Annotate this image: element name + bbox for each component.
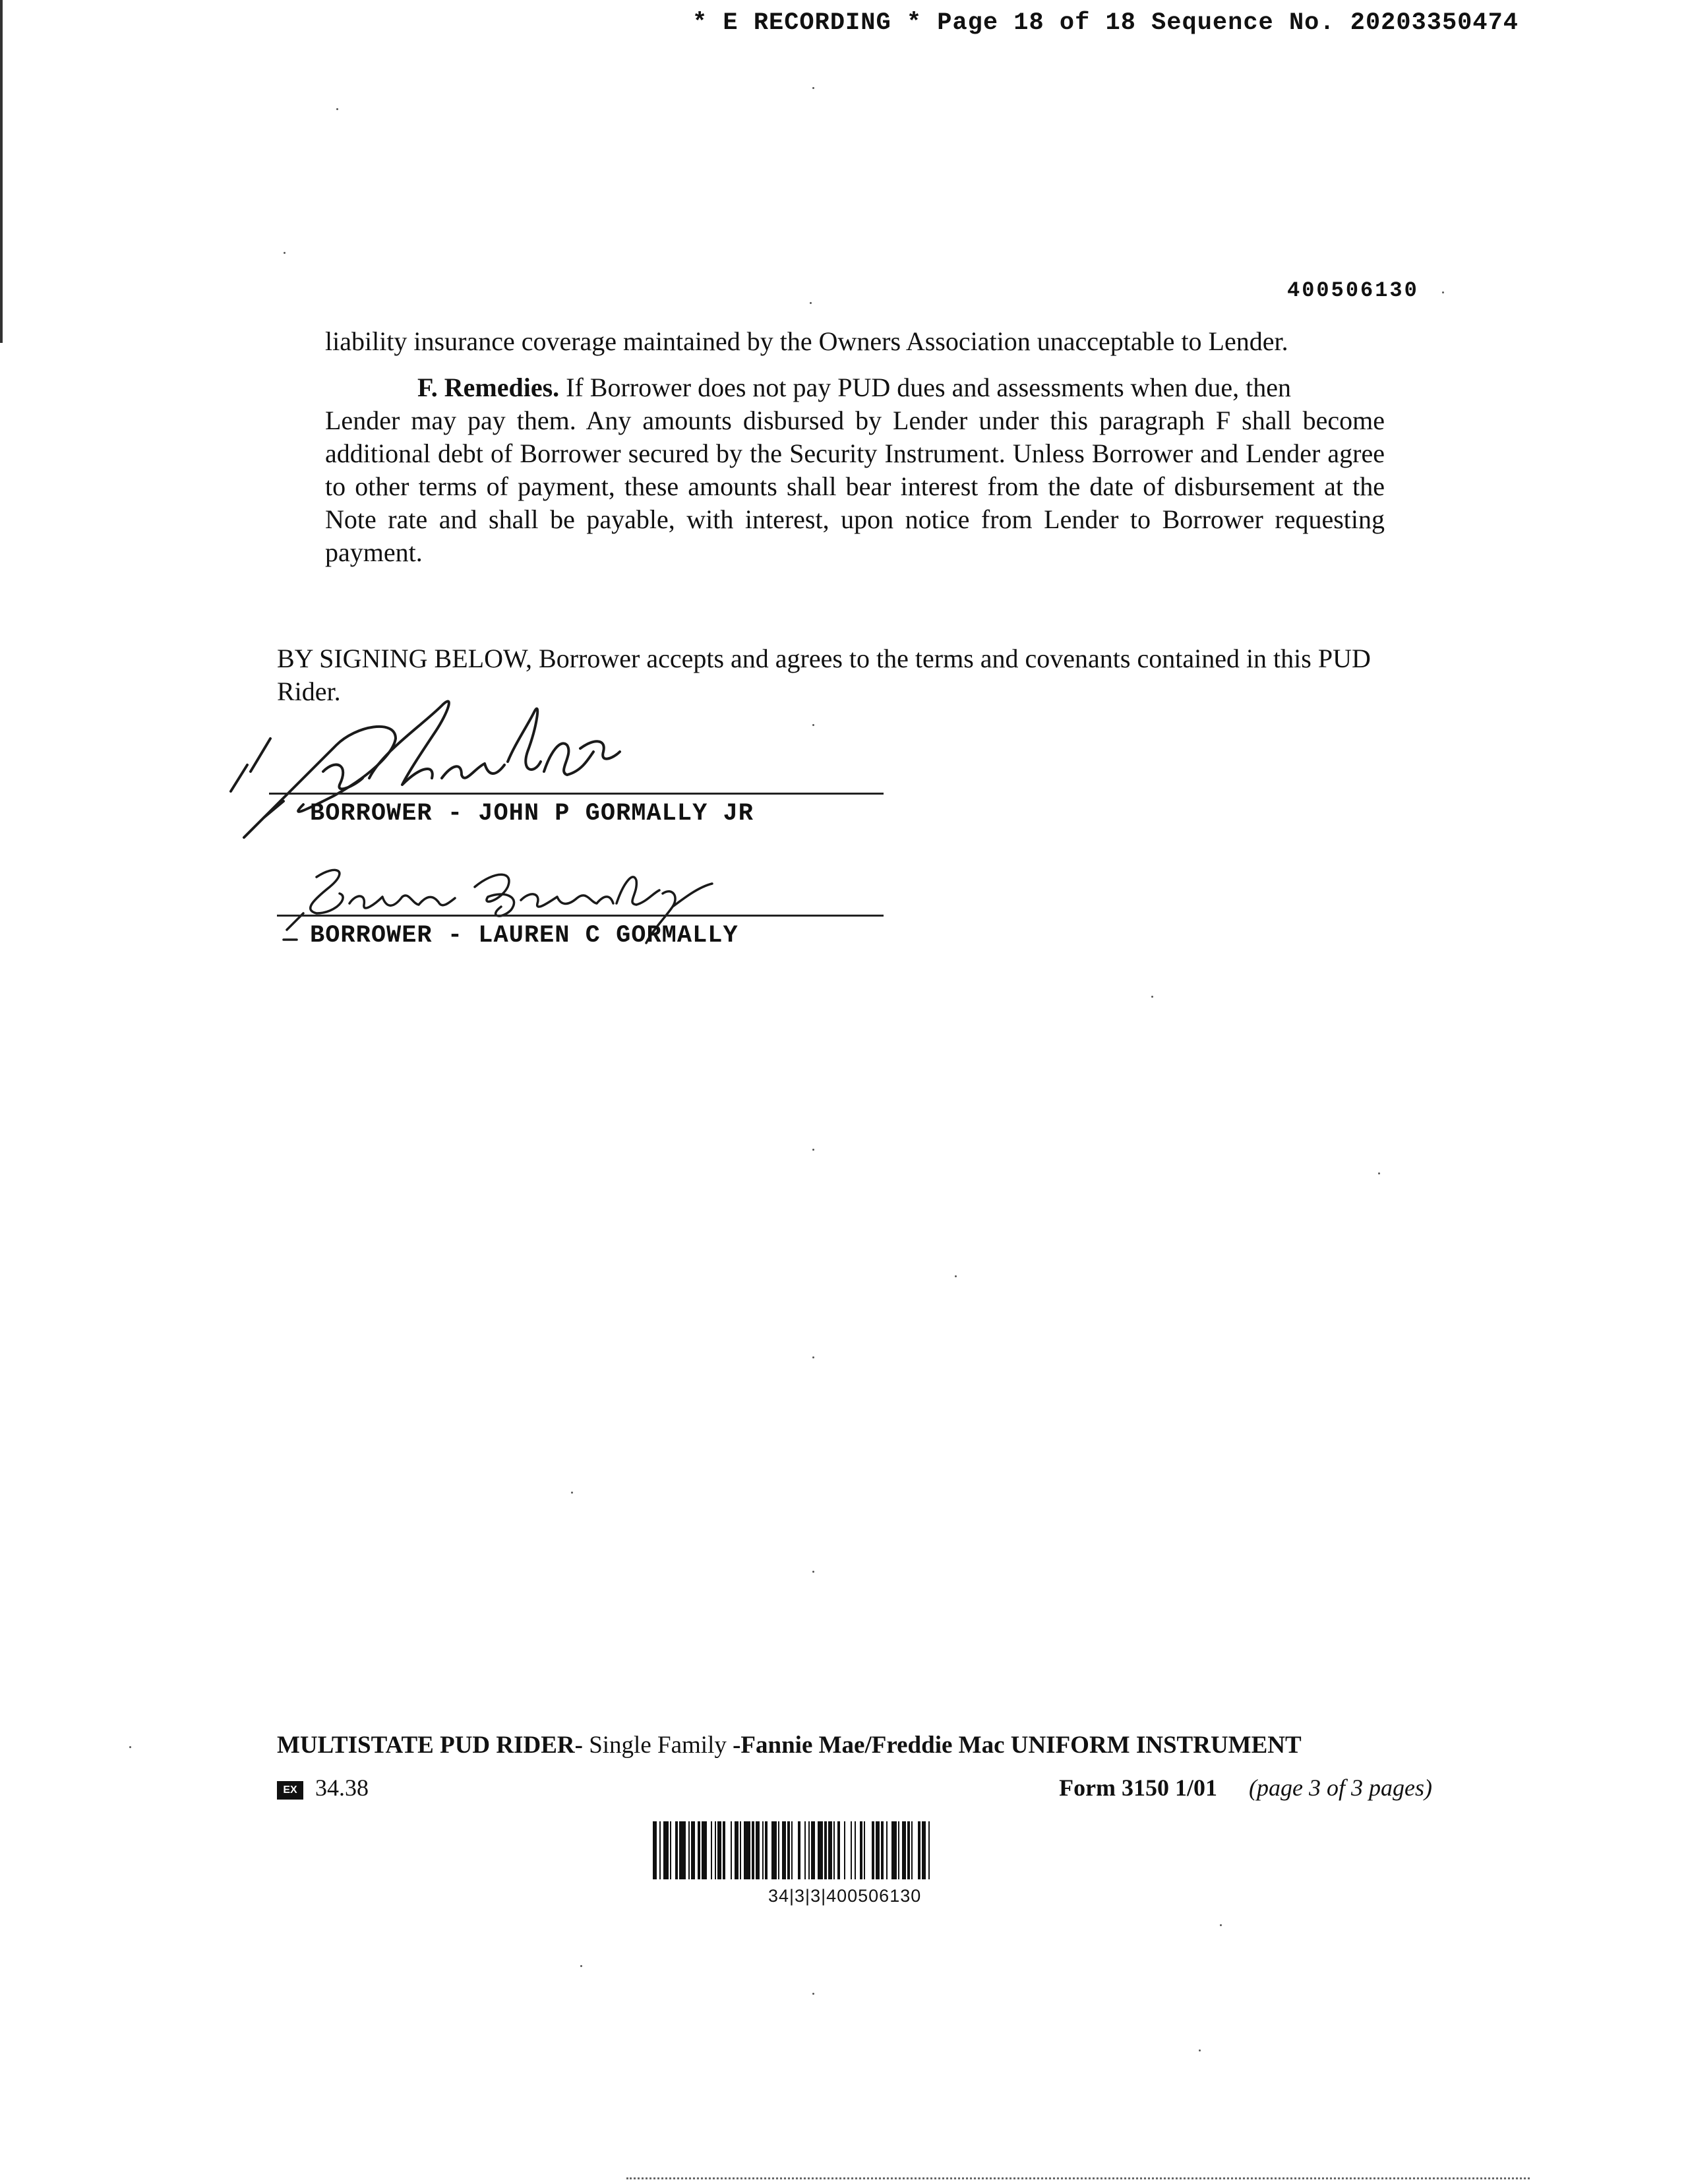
scan-speck: [129, 1746, 131, 1748]
signature-caption-1: BORROWER - JOHN P GORMALLY JR: [310, 800, 754, 828]
scan-speck: [1378, 1172, 1380, 1174]
continuation-paragraph: liability insurance coverage maintained by the Owners Association unacceptable to Lender.: [325, 326, 1288, 356]
barcode-bar: [744, 1821, 750, 1879]
barcode-bar: [740, 1821, 741, 1879]
barcode-bar: [824, 1821, 827, 1879]
barcode-bar: [715, 1821, 716, 1879]
barcode-bar: [778, 1821, 779, 1879]
scan-speck: [812, 1356, 814, 1358]
barcode-bar: [844, 1821, 845, 1879]
barcode-bar: [898, 1821, 899, 1879]
barcode-bar: [804, 1821, 806, 1879]
barcode-bar: [670, 1821, 671, 1879]
barcode-bar: [881, 1821, 884, 1879]
barcode-bar: [922, 1821, 926, 1879]
scan-speck: [284, 252, 286, 254]
form-number: Form 3150 1/01: [1059, 1774, 1218, 1801]
form-info-row: [277, 1774, 1432, 1802]
barcode-bar: [837, 1821, 840, 1879]
barcode-bar: [860, 1821, 862, 1879]
barcode-bar: [702, 1821, 707, 1879]
barcode-bar: [711, 1821, 712, 1879]
recording-header: * E RECORDING * Page 18 of 18 Sequence No. 20203350474: [692, 9, 1519, 37]
barcode-bar: [886, 1821, 888, 1879]
barcode-bar: [891, 1821, 897, 1879]
barcode-bar: [723, 1821, 725, 1879]
bottom-scan-edge: [626, 2177, 1530, 2179]
form-title-bold-2: -Fannie Mae/Freddie Mac UNIFORM INSTRUMENT: [733, 1732, 1302, 1759]
barcode-bar: [851, 1821, 852, 1879]
loan-number: 400506130: [1287, 278, 1419, 303]
scan-speck: [1199, 2049, 1201, 2051]
page-info: (page 3 of 3 pages): [1249, 1774, 1432, 1801]
barcode-bar: [752, 1821, 754, 1879]
remedies-body: Lender may pay them. Any amounts disbursed by Lender under this paragraph F shall become additional debt of Borrower secured by the Security Instrument. Unless Borrower and Lender agree to other terms of payment, these amounts shall bear interest from the date of disbursement at the Note rate and shall be payable, with interest, upon notice from Lender to Borrower requesting payment.: [325, 406, 1385, 567]
barcode-bar: [771, 1821, 777, 1879]
barcode-bar: [828, 1821, 832, 1879]
barcode-bar: [872, 1821, 874, 1879]
remedies-paragraph: [325, 371, 1385, 569]
barcode-bar: [698, 1821, 700, 1879]
barcode-bar: [765, 1821, 768, 1879]
remedies-label: F. Remedies.: [417, 373, 560, 402]
signature-line-1: [269, 793, 884, 795]
barcode-bar: [864, 1821, 865, 1879]
scan-speck: [955, 1275, 957, 1277]
scan-speck: [812, 1571, 814, 1573]
signature-caption-2: BORROWER - LAUREN C GORMALLY: [310, 922, 738, 950]
barcode-bar: [876, 1821, 880, 1879]
barcode-bar: [679, 1821, 686, 1879]
scan-speck: [580, 1965, 582, 1967]
barcode-bar: [675, 1821, 678, 1879]
scan-speck: [1220, 1924, 1222, 1926]
form-number-block: [1059, 1774, 1432, 1802]
barcode-bar: [659, 1821, 661, 1879]
form-title-bold-1: MULTISTATE PUD RIDER-: [277, 1732, 583, 1759]
form-title-regular: Single Family: [582, 1732, 733, 1759]
form-code: 34.38: [315, 1774, 369, 1801]
signature-line-2: [277, 915, 884, 917]
barcode-bar: [811, 1821, 815, 1879]
barcode-bar: [735, 1821, 738, 1879]
ex-logo-icon: EX: [277, 1781, 303, 1800]
left-scan-edge: [0, 0, 3, 343]
scan-speck: [810, 302, 812, 304]
scan-speck: [336, 108, 338, 110]
scan-speck: [1442, 291, 1444, 293]
barcode-bar: [855, 1821, 856, 1879]
barcode-bar: [653, 1821, 657, 1879]
barcode-bar: [791, 1821, 793, 1879]
barcode-bar: [928, 1821, 930, 1879]
barcode-bar: [787, 1821, 790, 1879]
barcode-bar: [663, 1821, 669, 1879]
scan-speck: [812, 1149, 814, 1151]
form-title: [277, 1731, 1302, 1759]
scan-speck: [812, 87, 814, 89]
scan-speck: [1151, 996, 1153, 998]
barcode-bar: [782, 1821, 786, 1879]
barcode: [653, 1821, 1056, 1879]
barcode-number: 34|3|3|400506130: [768, 1886, 922, 1906]
barcode-bar: [688, 1821, 690, 1879]
barcode-bar: [762, 1821, 764, 1879]
signing-statement: BY SIGNING BELOW, Borrower accepts and agrees to the terms and covenants contained in this PUD Rider.: [277, 644, 1371, 706]
remedies-line-1: If Borrower does not pay PUD dues and assessments when due, then: [559, 373, 1291, 402]
scan-speck: [571, 1492, 573, 1494]
barcode-bar: [808, 1821, 810, 1879]
barcode-bar: [756, 1821, 760, 1879]
barcode-bar: [911, 1821, 913, 1879]
barcode-bar: [818, 1821, 823, 1879]
barcode-bar: [691, 1821, 695, 1879]
barcode-bar: [833, 1821, 835, 1879]
barcode-bar: [907, 1821, 910, 1879]
barcode-bar: [918, 1821, 920, 1879]
scan-speck: [812, 724, 814, 726]
barcode-bar: [731, 1821, 732, 1879]
remedies-first-line: [325, 371, 1385, 404]
barcode-bar: [717, 1821, 721, 1879]
barcode-bar: [902, 1821, 906, 1879]
scan-speck: [812, 1993, 814, 1995]
barcode-bar: [798, 1821, 800, 1879]
